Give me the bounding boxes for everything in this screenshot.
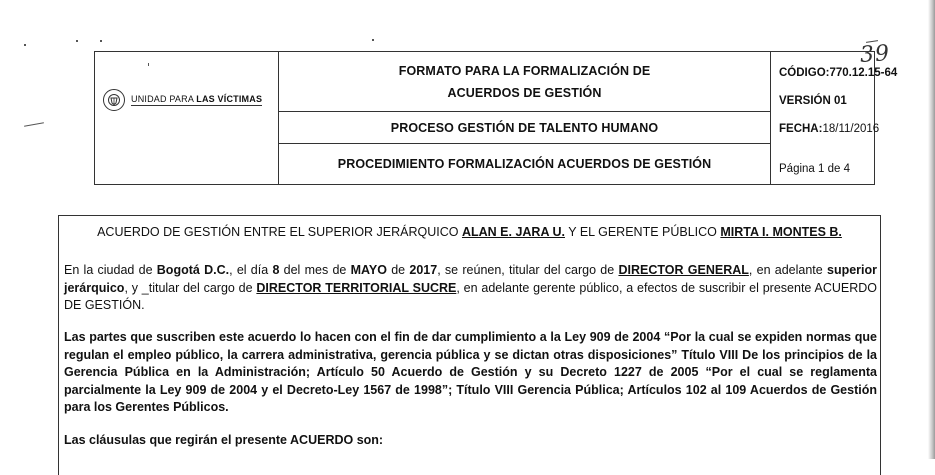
document-date: FECHA:18/11/2016 <box>779 123 880 135</box>
manager-role: DIRECTOR TERRITORIAL SUCRE <box>256 280 457 295</box>
format-title-line-1: FORMATO PARA LA FORMALIZACIÓN DE <box>398 63 651 78</box>
document-version: VERSIÓN 01 <box>779 95 847 107</box>
scan-mark <box>100 40 102 42</box>
clauses-intro: Las cláusulas que regirán el presente ACUERDO son: <box>64 433 384 447</box>
scan-mark <box>372 39 374 41</box>
manager-name: MIRTA I. MONTES B. <box>720 225 842 239</box>
superior-name: ALAN E. JARA U. <box>461 225 565 239</box>
legal-basis-paragraph: Las partes que suscriben este acuerdo lo hacen con el fin de dar cumplimiento a la Ley 909 de 2004 “Por la cual se expiden normas que regulan el empleo público, la carrera administrativa, gerencia pública y se dictan otras disposiciones” Título VIII De los principios de la Gerencia Pública en la Administración; Artículo 50 Acuerdo de Gestión y su Decreto 1227 de 2005 “Por el cual se reglamenta parcialmente la Ley 909 de 2004 y el Decreto-Ley 1567 de 1998”; Título VIII Gerencia Pública; Artículos 102 al 109 Acuerdos de Gestión para los Gerentes Públicos. <box>64 330 877 414</box>
scan-mark <box>24 122 44 126</box>
coat-of-arms-icon <box>103 89 125 111</box>
organization-logo <box>103 89 262 111</box>
procedure-title: PROCEDIMIENTO FORMALIZACIÓN ACUERDOS DE GESTIÓN <box>337 157 712 171</box>
process-title: PROCESO GESTIÓN DE TALENTO HUMANO <box>390 120 659 135</box>
handwritten-page-number: 39 <box>859 40 891 69</box>
page-counter: Página 1 de 4 <box>779 163 850 175</box>
document-code: CÓDIGO:770.12.15-64 <box>779 67 898 79</box>
format-title-line-2: ACUERDOS DE GESTIÓN <box>447 85 602 100</box>
agreement-intro-paragraph: En la ciudad de Bogotá D.C., el día 8 del mes de MAYO de 2017, se reúnen, titular del cargo de DIRECTOR GENERAL, en adelante superior jerárquico, y _titular del cargo de DIRECTOR TERRITORIAL SUCRE, en adelante gerente público, a efectos de suscribir el presente ACUERDO DE GESTIÓN. <box>64 263 878 312</box>
organization-name: UNIDAD PARA LAS VÍCTIMAS <box>131 94 263 104</box>
page-edge-shadow <box>928 0 935 459</box>
superior-role: DIRECTOR GENERAL <box>618 263 749 277</box>
logo-cell <box>95 52 279 184</box>
agreement-heading: ACUERDO DE GESTIÓN ENTRE EL SUPERIOR JERÁRQUICO ALAN E. JARA U. Y EL GERENTE PÚBLICO MIRTA I. MONTES B. <box>97 225 842 239</box>
process-cell <box>279 112 771 144</box>
procedure-cell <box>279 144 771 184</box>
scan-mark <box>76 40 78 42</box>
format-title-cell <box>279 52 771 112</box>
agreement-body <box>58 215 881 475</box>
scan-mark <box>24 44 26 46</box>
